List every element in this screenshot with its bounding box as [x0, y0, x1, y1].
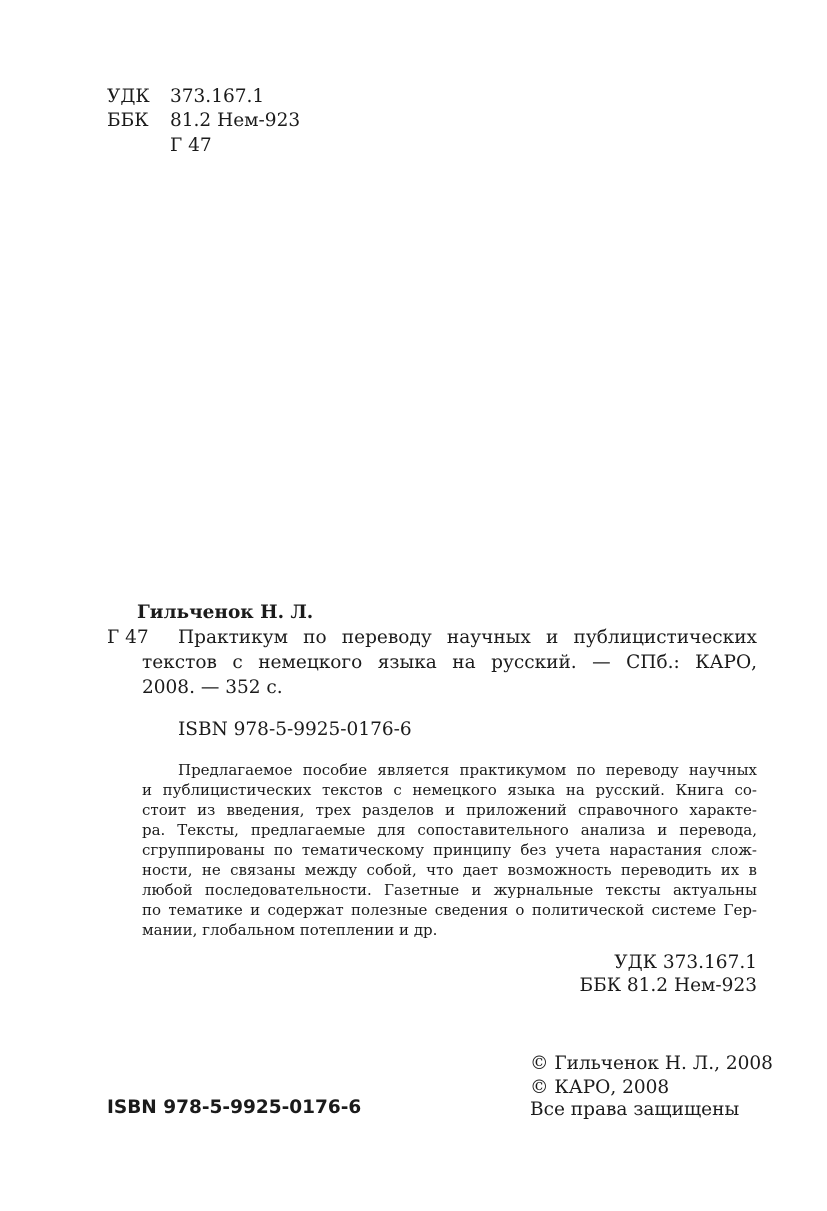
footer-bbk: ББК 81.2 Нем-923 — [579, 975, 757, 996]
bbk-label: ББК — [107, 110, 149, 131]
abstract-line: и публицистических текстов с немецкого языка на русский. Книга со- — [142, 781, 757, 799]
copyright-author: © Гильченок Н. Л., 2008 — [530, 1053, 773, 1074]
abstract-line: любой последовательности. Газетные и журнальные тексты актуальны — [142, 881, 757, 899]
abstract-line: ности, не связаны между собой, что дает возможность переводить их в — [142, 861, 757, 879]
abstract-line: сгруппированы по тематическому принципу без учета нарастания слож- — [142, 841, 757, 859]
abstract-line: стоит из введения, трех разделов и приложений справочного характе- — [142, 801, 757, 819]
entry-title-line: текстов с немецкого языка на русский. — СПб.: КАРО, — [142, 652, 757, 673]
entry-title-line: 2008. — 352 с. — [142, 677, 283, 698]
abstract-line: Предлагаемое пособие является практикумом по переводу научных — [178, 761, 757, 779]
udk-label: УДК — [107, 86, 150, 107]
entry-author: Гильченок Н. Л. — [137, 602, 314, 623]
entry-isbn: ISBN 978-5-9925-0176-6 — [178, 719, 412, 740]
entry-author-mark: Г 47 — [107, 627, 149, 648]
udk-code: 373.167.1 — [170, 86, 265, 107]
isbn-bold: ISBN 978-5-9925-0176-6 — [107, 1097, 362, 1118]
footer-udk: УДК 373.167.1 — [614, 952, 757, 973]
entry-title-line: Практикум по переводу научных и публицистических — [178, 627, 757, 648]
copyright-publisher: © КАРО, 2008 — [530, 1077, 670, 1098]
author-mark: Г 47 — [170, 135, 212, 156]
rights-reserved: Все права защищены — [530, 1099, 740, 1120]
abstract-line: ра. Тексты, предлагаемые для сопоставительного анализа и перевода, — [142, 821, 757, 839]
bbk-code: 81.2 Нем-923 — [170, 110, 301, 131]
abstract-line: по тематике и содержат полезные сведения о политической системе Гер- — [142, 901, 757, 919]
abstract-line: мании, глобальном потеплении и др. — [142, 921, 438, 939]
